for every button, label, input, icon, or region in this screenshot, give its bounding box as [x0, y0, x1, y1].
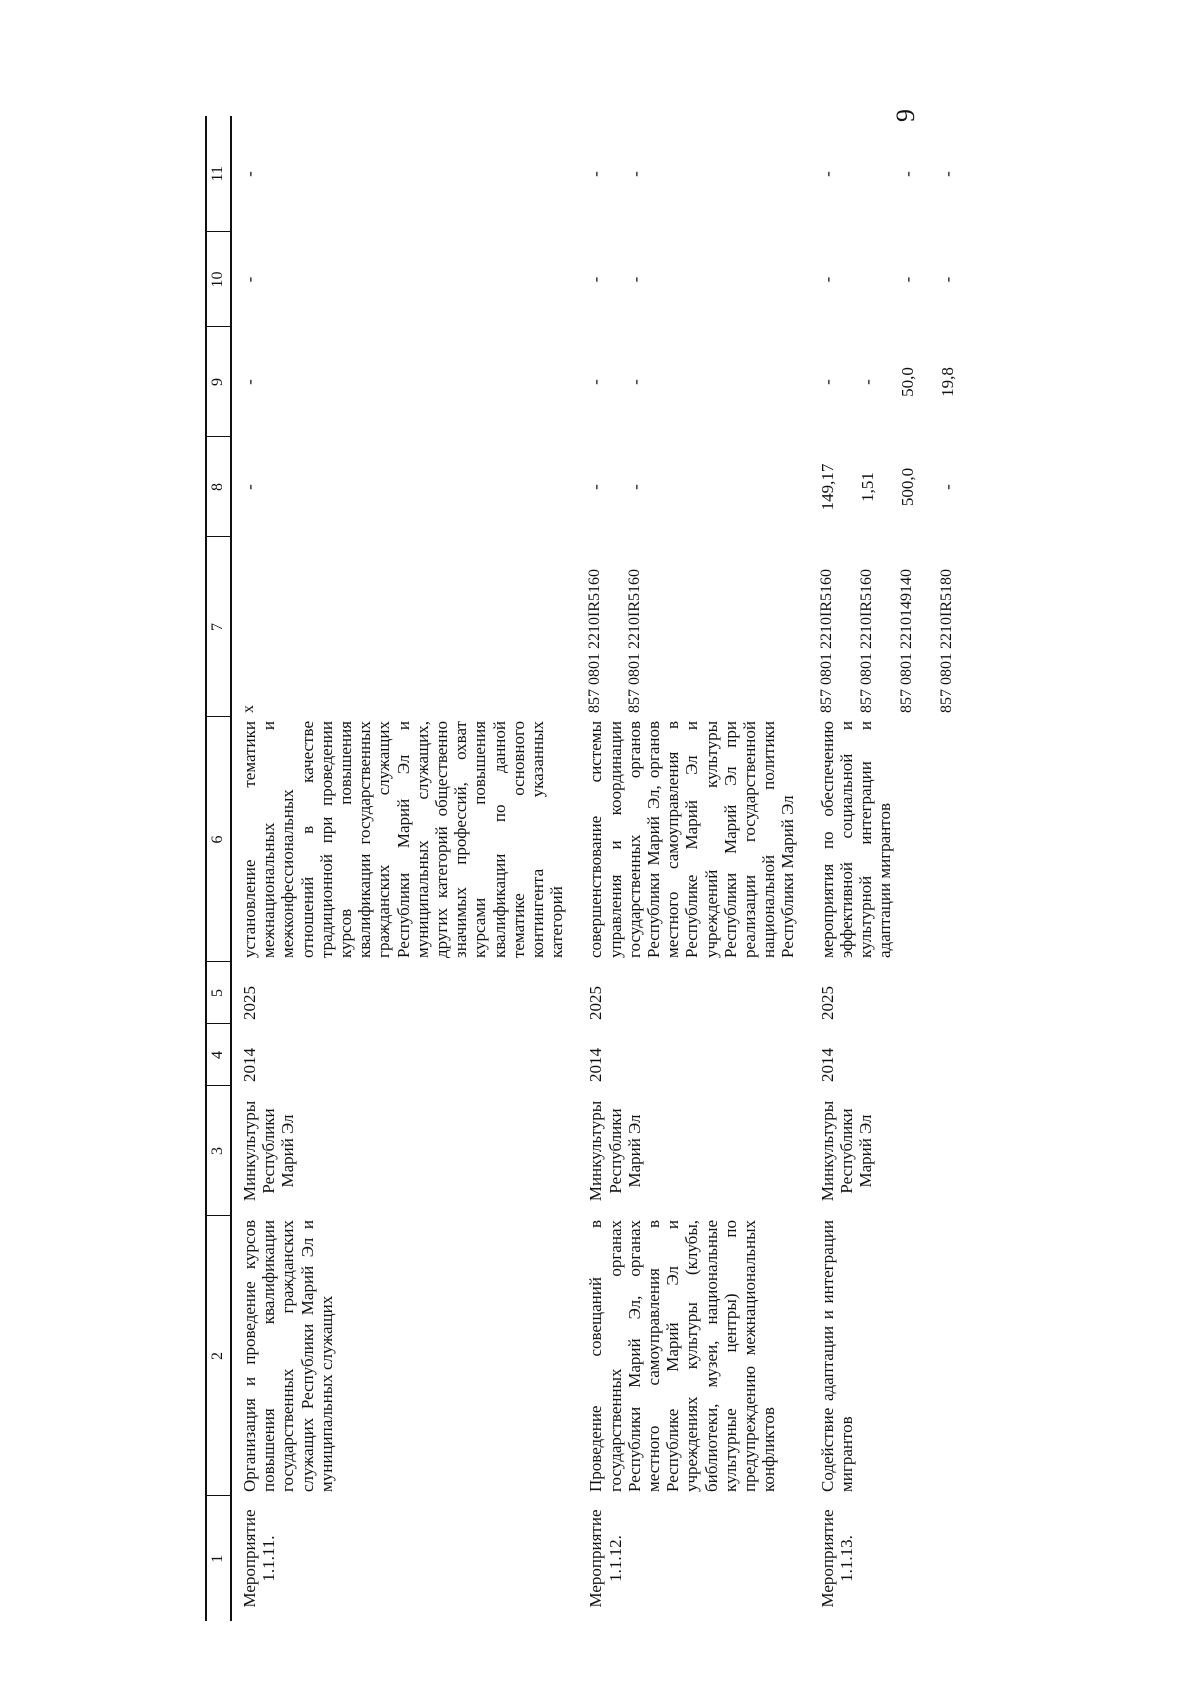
column-header-4: 4	[206, 1024, 231, 1086]
value-col-10: -	[897, 276, 917, 283]
value-col-8: 1,51	[857, 472, 877, 502]
column-header-5: 5	[206, 962, 231, 1024]
value-col-10: -	[626, 276, 646, 283]
value-col-11: -	[240, 171, 259, 177]
value-col-9: -	[626, 379, 646, 385]
column-header-11: 11	[206, 116, 231, 232]
budget-classification-code: 857 0801 2210IR5180	[937, 569, 955, 713]
column-header-7: 7	[206, 537, 231, 717]
value-col-8: -	[586, 484, 606, 490]
value-col-9: 50,0	[897, 367, 917, 397]
column-header-10: 10	[206, 232, 231, 327]
value-col-9: -	[817, 379, 837, 385]
end-year: 2025	[817, 986, 837, 1020]
budget-classification-code: 857 0801 2210149140	[897, 569, 915, 713]
column-header-6: 6	[206, 717, 231, 962]
start-year: 2014	[240, 1048, 259, 1082]
value-col-11: -	[626, 171, 646, 177]
expected-result: совершенствование системы управления и координации государственных органов Республики Марий Эл, органов местного самоуправления в Республике Марий Эл и учреждений культуры Республики Марий Эл при реализации государственной национальной политики Республики Марий Эл	[586, 721, 798, 958]
value-col-8: 149,17	[817, 463, 837, 511]
value-col-9: -	[586, 379, 606, 385]
table-row	[810, 116, 990, 1621]
value-col-10: -	[586, 276, 606, 283]
value-col-9: -	[240, 379, 259, 385]
value-col-11: -	[937, 171, 957, 177]
activity-name: Проведение совещаний в государственных органах Республики Марий Эл, органах местного самоуправления в Республике Марий Эл и учреждениях культуры (клубы, библиотеки, музеи, национальные культурные центры) по предупреждению межнациональных конфликтов	[586, 1220, 779, 1492]
value-col-8: -	[240, 484, 259, 490]
column-header-2: 2	[206, 1216, 231, 1496]
budget-classification-code: 857 0801 2210IR5160	[586, 569, 604, 713]
responsible-executor: Минкультуры Республики Марий Эл	[817, 1100, 876, 1202]
table-row	[578, 116, 809, 1621]
value-col-11: -	[586, 171, 606, 177]
activity-number: Мероприятие 1.1.11.	[240, 1509, 279, 1608]
value-col-8: 500,0	[897, 467, 917, 507]
budget-classification-code: 857 0801 2210IR5160	[817, 569, 835, 713]
value-col-11: -	[897, 171, 917, 177]
table-header-row	[206, 116, 231, 1621]
column-header-8: 8	[206, 437, 231, 537]
value-col-8: -	[937, 484, 957, 490]
rotated-page-content	[205, 116, 1065, 1621]
budget-classification-code: 857 0801 2210IR5160	[626, 569, 644, 713]
column-header-1: 1	[206, 1496, 231, 1621]
column-header-9: 9	[206, 327, 231, 437]
table-row	[231, 116, 578, 1621]
budget-classification-code: 857 0801 2210IR5160	[857, 569, 875, 713]
value-col-8: -	[626, 484, 646, 490]
start-year: 2014	[586, 1048, 606, 1082]
responsible-executor: Минкультуры Республики Марий Эл	[586, 1100, 644, 1202]
value-col-10: -	[817, 276, 837, 283]
budget-classification-code: х	[240, 705, 257, 713]
value-col-10: -	[240, 276, 259, 283]
activity-name: Содействие адаптации и интеграции мигрантов	[817, 1220, 856, 1492]
expected-result: установление тематики межнациональных и межконфессиональных отношений в качестве традиционной при проведении курсов повышения квалификации государственных гражданских служащих Республики Марий Эл и муниципальных служащих, других категорий общественно значимых профессий, охват курсами повышения квалификации по данной тематике основного контингента указанных категорий	[240, 721, 567, 958]
value-col-9: 19,8	[937, 367, 957, 397]
start-year: 2014	[817, 1048, 837, 1082]
value-col-9: -	[857, 379, 877, 385]
expected-result: мероприятия по обеспечению эффективной социальной и культурной интеграции и адаптации мигрантов	[817, 721, 895, 958]
activity-number: Мероприятие 1.1.12.	[586, 1509, 625, 1608]
program-activities-table	[205, 116, 990, 1621]
column-header-3: 3	[206, 1086, 231, 1216]
responsible-executor: Минкультуры Республики Марий Эл	[240, 1100, 298, 1202]
value-col-11	[858, 120, 898, 228]
activity-number: Мероприятие 1.1.13.	[817, 1509, 856, 1608]
activity-name: Организация и проведение курсов повышения квалификации государственных гражданских служащих Республики Марий Эл и муниципальных служащих	[240, 1220, 336, 1492]
page-number: 9	[891, 109, 920, 122]
value-col-10	[858, 236, 898, 323]
end-year: 2025	[240, 986, 259, 1020]
value-col-10: -	[937, 276, 957, 283]
value-col-11: -	[817, 171, 837, 177]
end-year: 2025	[586, 986, 606, 1020]
